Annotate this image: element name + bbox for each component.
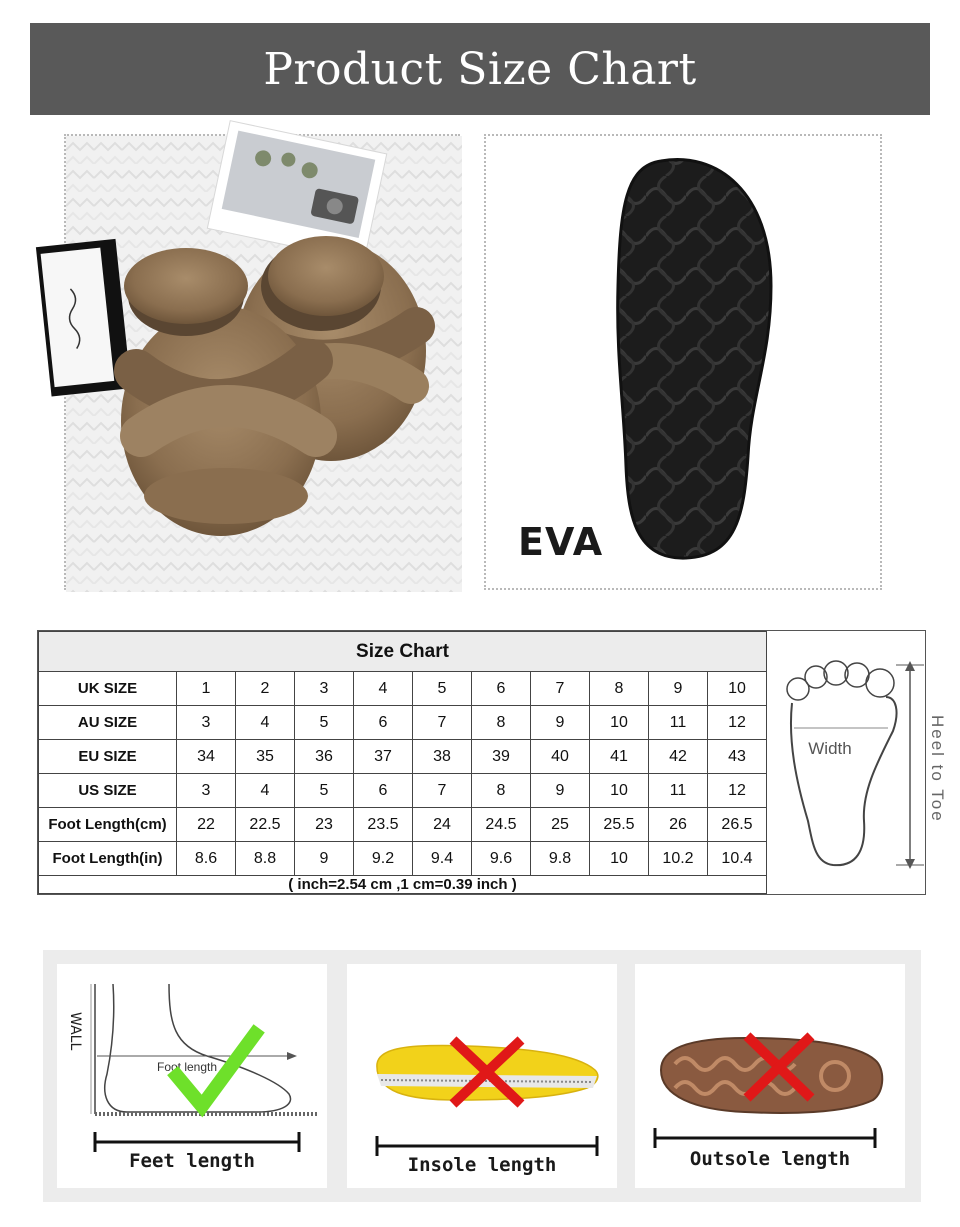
foot-measure-diagram xyxy=(768,631,947,894)
size-cell: 4 xyxy=(236,774,295,808)
size-cell: 43 xyxy=(708,740,767,774)
sole-photo xyxy=(484,134,882,590)
size-cell: 9.8 xyxy=(531,842,590,876)
row-label: US SIZE xyxy=(39,774,177,808)
row-label: EU SIZE xyxy=(39,740,177,774)
size-cell: 7 xyxy=(413,706,472,740)
size-cell: 9.6 xyxy=(472,842,531,876)
size-cell: 38 xyxy=(413,740,472,774)
size-chart-table xyxy=(38,631,767,894)
size-cell: 26 xyxy=(649,808,708,842)
size-cell: 42 xyxy=(649,740,708,774)
size-cell: 35 xyxy=(236,740,295,774)
size-cell: 9.2 xyxy=(354,842,413,876)
size-cell: 37 xyxy=(354,740,413,774)
fur-slipper-photo xyxy=(66,136,462,592)
outsole-length-caption: Outsole length xyxy=(689,1148,851,1170)
product-photo xyxy=(64,134,460,590)
size-cell: 12 xyxy=(708,706,767,740)
size-cell: 3 xyxy=(177,774,236,808)
wall-label: WALL xyxy=(67,1012,83,1051)
size-cell: 7 xyxy=(413,774,472,808)
size-cell: 11 xyxy=(649,706,708,740)
size-cell: 39 xyxy=(472,740,531,774)
size-cell: 8 xyxy=(590,672,649,706)
size-cell: 24 xyxy=(413,808,472,842)
size-cell: 41 xyxy=(590,740,649,774)
size-cell: 8 xyxy=(472,774,531,808)
size-cell: 10 xyxy=(590,774,649,808)
size-cell: 34 xyxy=(177,740,236,774)
feet-length-caption: Feet length xyxy=(129,1150,255,1172)
size-cell: 40 xyxy=(531,740,590,774)
size-cell: 11 xyxy=(649,774,708,808)
size-cell: 4 xyxy=(236,706,295,740)
size-cell: 25 xyxy=(531,808,590,842)
size-cell: 1 xyxy=(177,672,236,706)
size-cell: 8 xyxy=(472,706,531,740)
size-cell: 3 xyxy=(295,672,354,706)
size-chart xyxy=(37,630,947,895)
material-label: EVA xyxy=(518,520,604,564)
size-cell: 10 xyxy=(708,672,767,706)
row-label: UK SIZE xyxy=(39,672,177,706)
insole-length-caption: Insole length xyxy=(407,1154,557,1176)
outsole-length-card xyxy=(635,964,905,1188)
size-cell: 10.2 xyxy=(649,842,708,876)
feet-length-card xyxy=(57,964,327,1188)
foot-outline-icon xyxy=(768,631,947,894)
row-label: AU SIZE xyxy=(39,706,177,740)
size-cell: 22.5 xyxy=(236,808,295,842)
foot-length-label: Foot length xyxy=(157,1060,218,1074)
size-cell: 10.4 xyxy=(708,842,767,876)
width-label: Width xyxy=(808,739,852,758)
table-row xyxy=(39,808,767,842)
size-cell: 9 xyxy=(649,672,708,706)
size-cell: 9 xyxy=(531,706,590,740)
row-label: Foot Length(in) xyxy=(39,842,177,876)
size-cell: 3 xyxy=(177,706,236,740)
row-label: Foot Length(cm) xyxy=(39,808,177,842)
size-cell: 6 xyxy=(354,774,413,808)
size-cell: 23 xyxy=(295,808,354,842)
size-cell: 26.5 xyxy=(708,808,767,842)
insole-length-card xyxy=(347,964,617,1188)
size-cell: 8.8 xyxy=(236,842,295,876)
table-row xyxy=(39,672,767,706)
measure-guide xyxy=(43,950,921,1202)
header-banner xyxy=(30,23,930,115)
conversion-note: ( inch=2.54 cm ,1 cm=0.39 inch ) xyxy=(39,876,767,894)
table-row xyxy=(39,706,767,740)
size-cell: 23.5 xyxy=(354,808,413,842)
size-cell: 24.5 xyxy=(472,808,531,842)
size-cell: 9 xyxy=(531,774,590,808)
size-cell: 10 xyxy=(590,842,649,876)
size-cell: 7 xyxy=(531,672,590,706)
size-cell: 25.5 xyxy=(590,808,649,842)
size-chart-title: Size Chart xyxy=(39,632,767,672)
size-cell: 5 xyxy=(413,672,472,706)
size-cell: 8.6 xyxy=(177,842,236,876)
size-cell: 10 xyxy=(590,706,649,740)
size-cell: 22 xyxy=(177,808,236,842)
heel-to-toe-label: Heel to Toe xyxy=(928,715,947,823)
size-cell: 12 xyxy=(708,774,767,808)
page-title: Product Size Chart xyxy=(263,43,697,95)
size-cell: 36 xyxy=(295,740,354,774)
table-row xyxy=(39,740,767,774)
table-row xyxy=(39,842,767,876)
table-row xyxy=(39,774,767,808)
size-cell: 4 xyxy=(354,672,413,706)
size-cell: 9.4 xyxy=(413,842,472,876)
size-cell: 9 xyxy=(295,842,354,876)
size-cell: 2 xyxy=(236,672,295,706)
size-cell: 6 xyxy=(472,672,531,706)
size-cell: 6 xyxy=(354,706,413,740)
size-cell: 5 xyxy=(295,774,354,808)
size-cell: 5 xyxy=(295,706,354,740)
